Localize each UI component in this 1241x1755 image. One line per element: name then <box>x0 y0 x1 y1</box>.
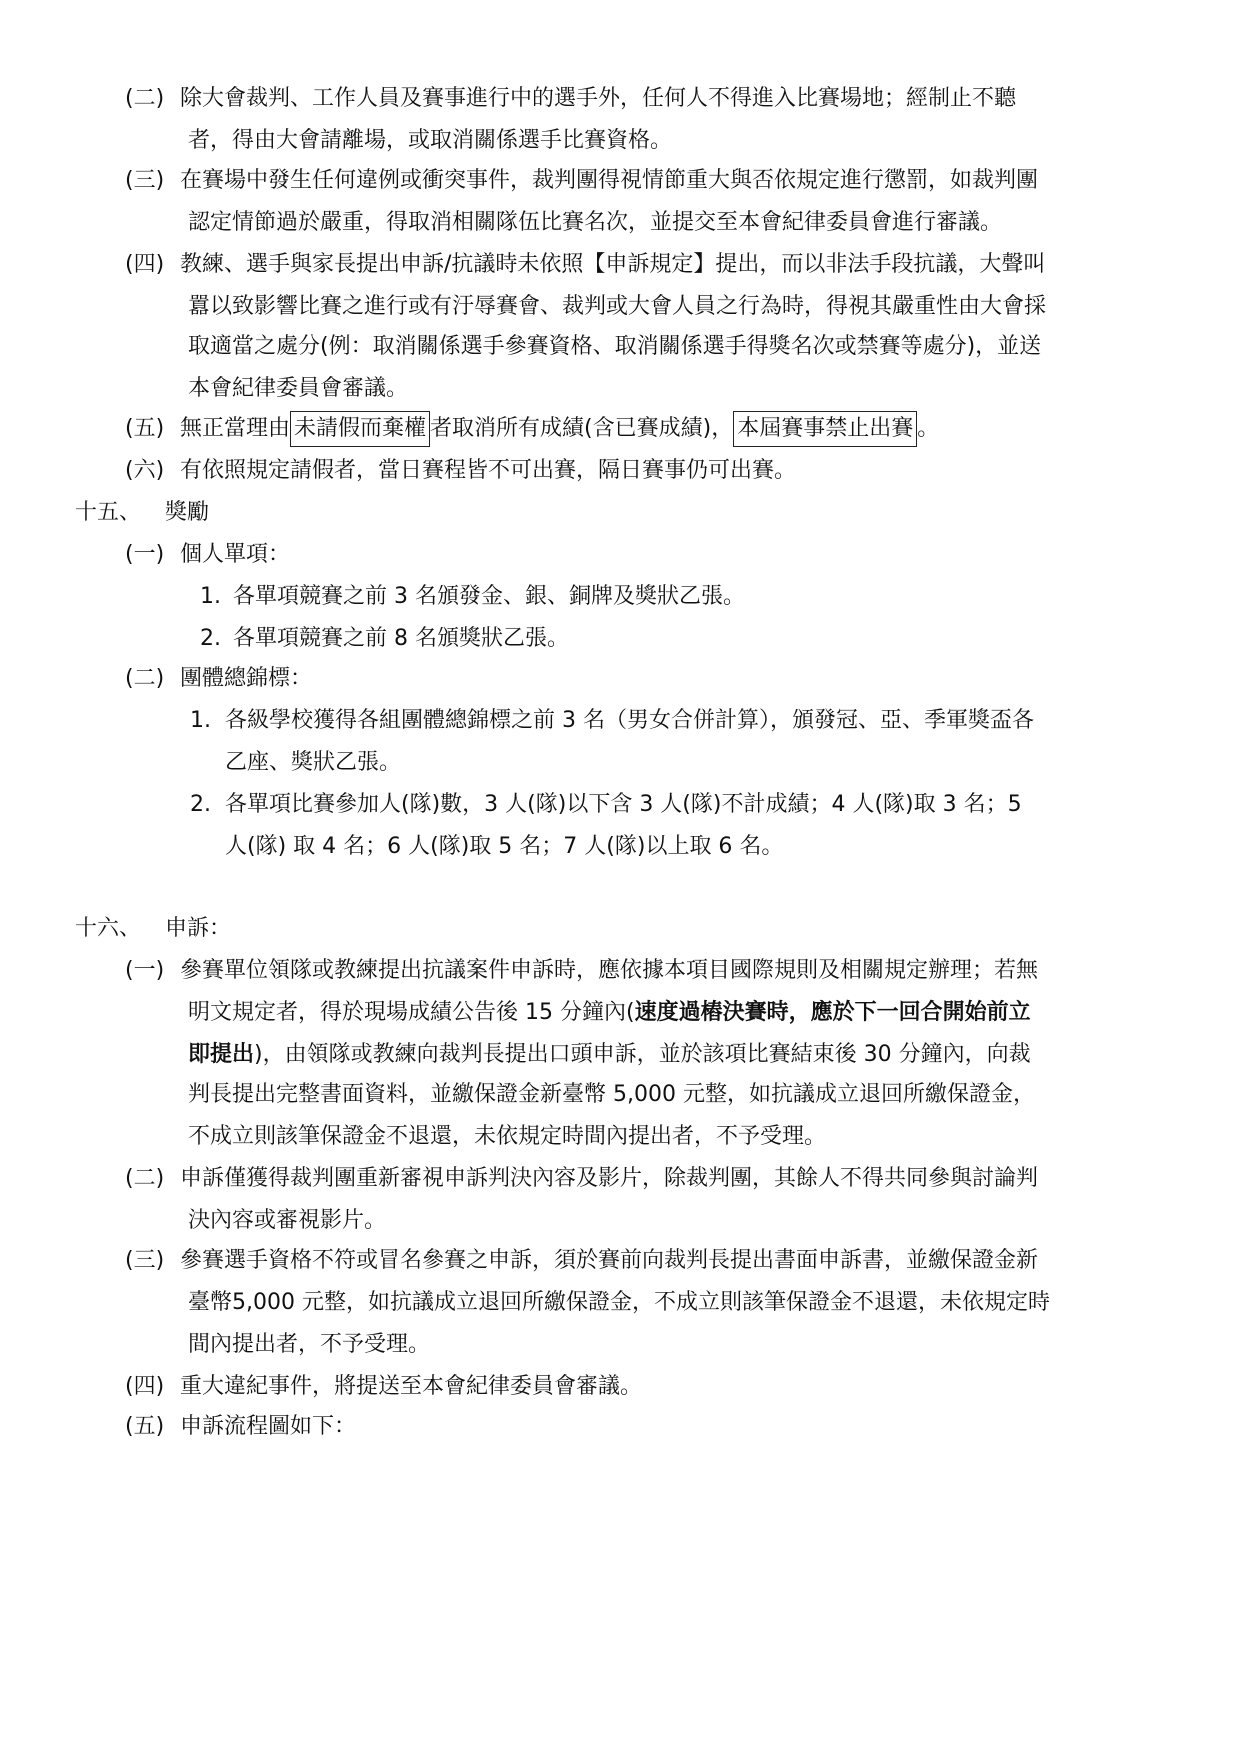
sub-item-number: 1. <box>200 584 221 609</box>
paragraph-line: 申訴流程圖如下： <box>180 1414 357 1439</box>
section-title: 申訴： <box>165 916 232 941</box>
paragraph-line: 本會紀律委員會審議。 <box>188 376 409 401</box>
paragraph-line <box>188 993 1031 1033</box>
paragraph-line: 各單項競賽之前 8 名頒獎狀乙張。 <box>233 626 569 651</box>
paragraph-line: 決內容或審視影片。 <box>188 1208 387 1233</box>
item-marker: (三) <box>125 1248 165 1273</box>
text-run: 者取消所有成績(含已賽成績)， <box>430 416 734 441</box>
item-marker: (一) <box>125 542 165 567</box>
item-marker: (二) <box>125 86 165 111</box>
paragraph-line: 認定情節過於嚴重，得取消相關隊伍比賽名次，並提交至本會紀律委員會進行審議。 <box>188 210 1003 235</box>
paragraph-line: 各單項競賽之前 3 名頒發金、銀、銅牌及獎狀乙張。 <box>233 584 745 609</box>
item-label: 個人單項： <box>180 542 291 567</box>
boxed-text: 未請假而棄權 <box>290 411 430 447</box>
text-run: 明文規定者，得於現場成績公告後 15 分鐘內( <box>188 1000 635 1025</box>
paragraph-line: 不成立則該筆保證金不退還，未依規定時間內提出者，不予受理。 <box>188 1124 827 1149</box>
paragraph-line: 有依照規定請假者，當日賽程皆不可出賽，隔日賽事仍可出賽。 <box>180 458 797 483</box>
paragraph-line: 判長提出完整書面資料，並繳保證金新臺幣 5,000 元整，如抗議成立退回所繳保證金， <box>188 1082 1035 1107</box>
paragraph-line: 各級學校獲得各組團體總錦標之前 3 名（男女合併計算），頒發冠、亞、季軍獎盃各 <box>225 708 1034 733</box>
item-marker: (四) <box>125 252 165 277</box>
section-number: 十五、 <box>75 500 142 525</box>
item-marker: (五) <box>125 1414 165 1439</box>
paragraph-line <box>188 1035 1031 1075</box>
item-marker: (三) <box>125 168 165 193</box>
paragraph-line: 間內提出者，不予受理。 <box>188 1332 431 1357</box>
sub-item-number: 2. <box>190 792 211 817</box>
paragraph-line: 參賽選手資格不符或冒名參賽之申訴，須於賽前向裁判長提出書面申訴書，並繳保證金新 <box>180 1248 1039 1273</box>
paragraph-line: 教練、選手與家長提出申訴/抗議時未依照【申訴規定】提出，而以非法手段抗議，大聲叫 <box>180 252 1046 277</box>
paragraph-line: 重大違紀事件，將提送至本會紀律委員會審議。 <box>180 1374 643 1399</box>
item-marker: (四) <box>125 1374 165 1399</box>
sub-item-number: 2. <box>200 626 221 651</box>
paragraph-line: 人(隊) 取 4 名；6 人(隊)取 5 名；7 人(隊)以上取 6 名。 <box>225 834 784 859</box>
text-run: 無正當理由 <box>180 416 291 441</box>
paragraph-line: 臺幣5,000 元整，如抗議成立退回所繳保證金，不成立則該筆保證金不退還，未依規定時 <box>188 1290 1050 1315</box>
paragraph-line: 在賽場中發生任何違例或衝突事件，裁判團得視情節重大與否依規定進行懲罰，如裁判團 <box>180 168 1039 193</box>
bold-text: 速度過樁決賽時，應於下一回合開始前立 <box>634 1000 1031 1025</box>
item-marker: (一) <box>125 958 165 983</box>
item-marker: (二) <box>125 1166 165 1191</box>
item-label: 團體總錦標： <box>180 666 313 691</box>
paragraph-line: 申訴僅獲得裁判團重新審視申訴判決內容及影片，除裁判團，其餘人不得共同參與討論判 <box>180 1166 1039 1191</box>
paragraph-line: 參賽單位領隊或教練提出抗議案件申訴時，應依據本項目國際規則及相關規定辦理；若無 <box>180 958 1039 983</box>
item-marker: (五) <box>125 416 165 441</box>
paragraph-line: 者，得由大會請離場，或取消關係選手比賽資格。 <box>188 128 673 153</box>
boxed-text: 本屆賽事禁止出賽 <box>733 411 917 447</box>
section-title: 獎勵 <box>165 500 210 525</box>
paragraph-line: 各單項比賽參加人(隊)數，3 人(隊)以下含 3 人(隊)不計成績；4 人(隊)取 3 名；5 <box>225 792 1022 817</box>
paragraph-line: 乙座、獎狀乙張。 <box>225 750 402 775</box>
paragraph-line: 取適當之處分(例：取消關係選手參賽資格、取消關係選手得獎名次或禁賽等處分)，並送 <box>188 334 1042 359</box>
paragraph-line: 除大會裁判、工作人員及賽事進行中的選手外，任何人不得進入比賽場地；經制止不聽 <box>180 86 1017 111</box>
item-marker: (六) <box>125 458 165 483</box>
bold-text: 即提出 <box>188 1042 255 1067</box>
text-run: )，由領隊或教練向裁判長提出口頭申訴，並於該項比賽結束後 30 分鐘內，向裁 <box>254 1042 1031 1067</box>
section-number: 十六、 <box>75 916 142 941</box>
paragraph-line <box>180 409 939 449</box>
sub-item-number: 1. <box>190 708 211 733</box>
text-run: 。 <box>917 416 940 441</box>
paragraph-line: 囂以致影響比賽之進行或有汙辱賽會、裁判或大會人員之行為時，得視其嚴重性由大會採 <box>188 294 1047 319</box>
item-marker: (二) <box>125 666 165 691</box>
